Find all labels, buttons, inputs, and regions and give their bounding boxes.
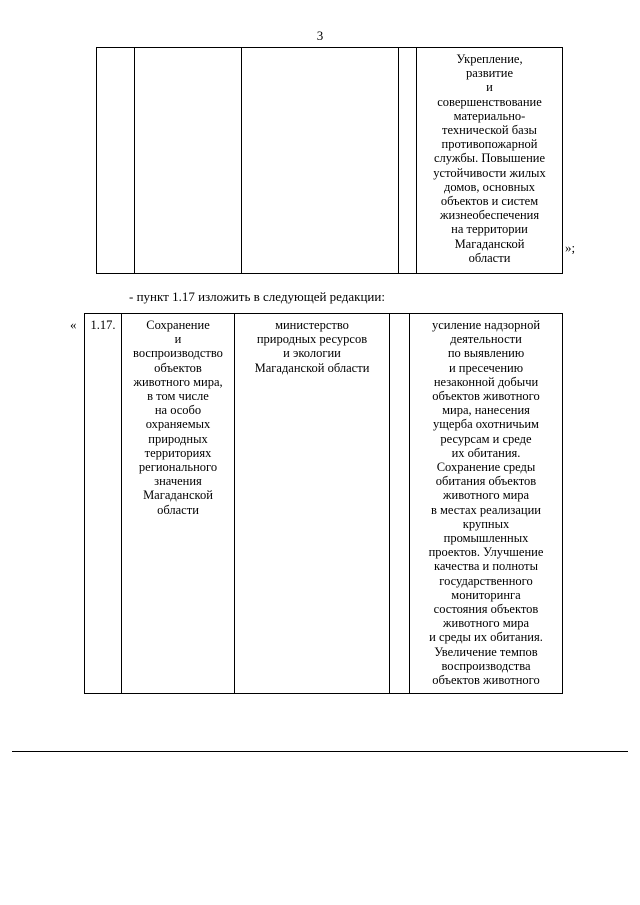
amendment-instruction: - пункт 1.17 изложить в следующей редакции:: [129, 289, 385, 304]
table-cell-executor: [242, 48, 399, 274]
table-cell-number: [85, 314, 122, 694]
table-cell-executor: [235, 314, 390, 694]
item-number: 1.17.: [90, 318, 116, 332]
page-number: 3: [316, 28, 324, 43]
table-cell-term: [399, 48, 417, 274]
item-executor: министерство природных ресурсов и экологии Магаданской области: [254, 318, 370, 375]
table-cell-term: [390, 314, 410, 694]
item-result: усиление надзорной деятельности по выявлению и пресечению незаконной добычи объектов животного мира, нанесения ущерба охотничьим ресурсам и среде их обитания. Сохранение среды обитания объектов животного мира в местах реализации крупных промышленных проектов. Улучшение качества и полноты государственного мониторинга состояния объектов животного мира и среды их обитания. Увеличение темпов воспроизводства объектов животного: [428, 318, 544, 688]
program-table-continuation: [96, 47, 563, 274]
table-cell-name: [135, 48, 242, 274]
closing-quote: »;: [565, 240, 576, 255]
table-cell-result: [417, 48, 563, 274]
table-cell-result: [410, 314, 563, 694]
table-row: [97, 48, 563, 274]
footer-divider: [12, 751, 628, 752]
table-cell-name: [122, 314, 235, 694]
table-row: [85, 314, 563, 694]
table-cell-number: [97, 48, 135, 274]
opening-quote: «: [70, 317, 77, 332]
program-table-item: [84, 313, 563, 694]
result-text: Укрепление, развитие и совершенствование материально- технической базы противопожарной службы. Повышение устойчивости жилых домов, основных объектов и систем жизнеобеспечения на территории Магаданской области: [433, 52, 546, 265]
item-name: Сохранение и воспроизводство объектов животного мира, в том числе на особо охраняемых природных территориях регионального значения Магаданской области: [133, 318, 223, 517]
